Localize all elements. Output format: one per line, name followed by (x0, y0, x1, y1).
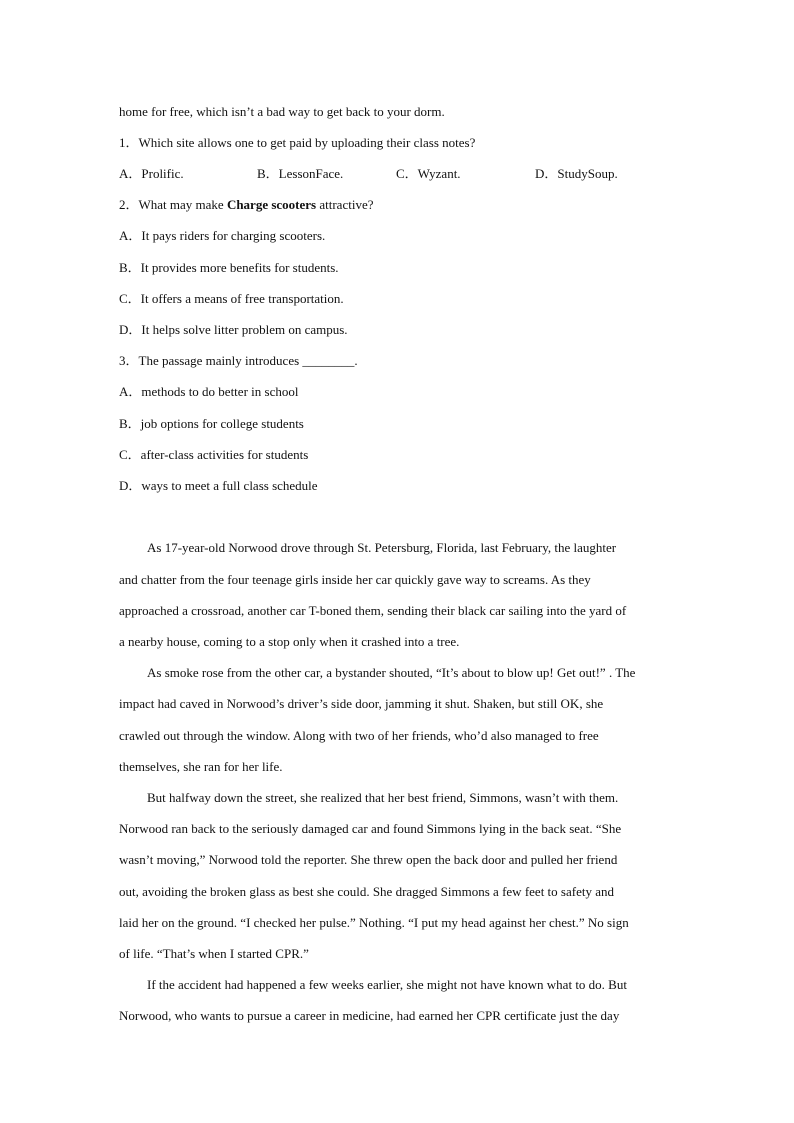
question-2-stem-suffix: attractive? (316, 197, 374, 212)
question-2-stem-prefix: 2．What may make (119, 197, 227, 212)
passage-line: a nearby house, coming to a stop only when it crashed into a tree. (119, 634, 460, 649)
question-3-option-c: C．after-class activities for students (119, 447, 309, 462)
passage-line: As smoke rose from the other car, a bystander shouted, “It’s about to blow up! Get out!” . The (147, 665, 636, 680)
passage-line: As 17-year-old Norwood drove through St. Petersburg, Florida, last February, the laughter (147, 540, 617, 555)
passage-line: But halfway down the street, she realized that her best friend, Simmons, wasn’t with them. (147, 790, 619, 805)
question-3-option-d: D．ways to meet a full class schedule (119, 478, 318, 493)
question-3-option-b: B．job options for college students (119, 416, 304, 431)
question-1-option-a: A．Prolific. (119, 166, 184, 181)
passage-line: out, avoiding the broken glass as best she could. She dragged Simmons a few feet to safety and (119, 884, 614, 899)
question-1-option-d: D．StudySoup. (535, 166, 618, 181)
question-2-option-a: A．It pays riders for charging scooters. (119, 228, 326, 243)
question-2-stem (119, 197, 374, 213)
intro-text-tail: home for free, which isn’t a bad way to get back to your dorm. (119, 104, 445, 119)
passage-line: themselves, she ran for her life. (119, 759, 283, 774)
question-1-option-c: C．Wyzant. (396, 166, 461, 181)
question-2-option-b: B．It provides more benefits for students. (119, 260, 339, 275)
passage-line: approached a crossroad, another car T-boned them, sending their black car sailing into the yard of (119, 603, 627, 618)
passage-line: laid her on the ground. “I checked her pulse.” Nothing. “I put my head against her chest.” No sign (119, 915, 629, 930)
passage-line: of life. “That’s when I started CPR.” (119, 946, 309, 961)
question-3-option-a: A．methods to do better in school (119, 384, 299, 399)
passage-line: Norwood, who wants to pursue a career in medicine, had earned her CPR certificate just the day (119, 1008, 620, 1023)
question-1-option-b: B．LessonFace. (257, 166, 344, 181)
passage-line: Norwood ran back to the seriously damaged car and found Simmons lying in the back seat. “She (119, 821, 622, 836)
passage-line: wasn’t moving,” Norwood told the reporter. She threw open the back door and pulled her friend (119, 852, 618, 867)
passage-line: If the accident had happened a few weeks earlier, she might not have known what to do. But (147, 977, 627, 992)
question-1-stem: 1．Which site allows one to get paid by uploading their class notes? (119, 135, 476, 150)
question-2-stem-bold: Charge scooters (226, 197, 317, 212)
question-3-stem: 3．The passage mainly introduces ________. (119, 353, 358, 368)
question-2-option-d: D．It helps solve litter problem on campus. (119, 322, 348, 337)
passage-line: crawled out through the window. Along with two of her friends, who’d also managed to free (119, 728, 599, 743)
question-2-option-c: C．It offers a means of free transportation. (119, 291, 344, 306)
passage-line: impact had caved in Norwood’s driver’s side door, jamming it shut. Shaken, but still OK, she (119, 696, 604, 711)
passage-line: and chatter from the four teenage girls inside her car quickly gave way to screams. As they (119, 572, 591, 587)
